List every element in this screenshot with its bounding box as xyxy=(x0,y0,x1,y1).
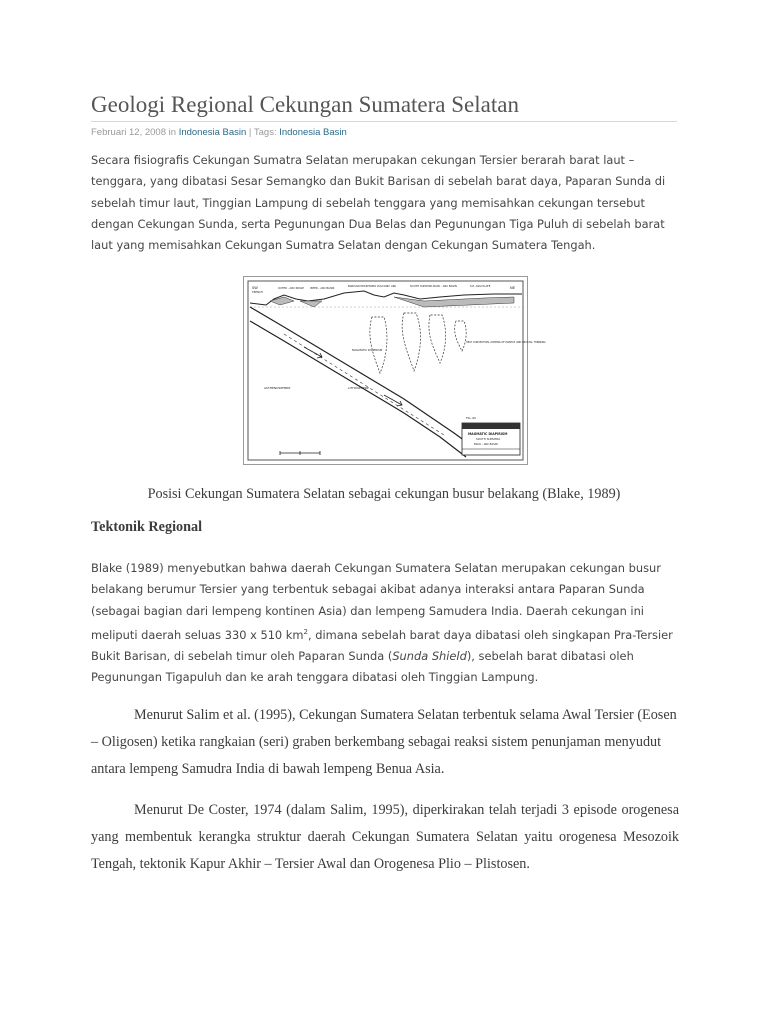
label-asthenosphere: ASTHENOSPHERE xyxy=(264,386,291,390)
label-barisan: BARISAN MOUNTAINS VOLCANIC ARC xyxy=(348,285,397,288)
label-se-asia-plate: S.E. ASIA PLATE xyxy=(470,285,491,288)
legend-header-bar xyxy=(462,423,520,429)
label-trench: TRENCH xyxy=(252,291,263,294)
blake-italic-term: Sunda Shield xyxy=(392,648,467,663)
category-link[interactable]: Indonesia Basin xyxy=(178,127,247,138)
coster-paragraph: Menurut De Coster, 1974 (dalam Salim, 1995), diperkirakan telah terjadi 3 episode orogenesa yang membentuk kerangka struktur daerah Cekungan Sumatera Selatan yaitu orogenesa Mesozoik Tengah, tektonik Kapur Akhir – Tersier Awal dan Orogenesa Plio – Plistosen. xyxy=(91,802,679,872)
blake-paragraph xyxy=(91,558,683,689)
blake-text-3: ), sebelah barat dibatasi oleh Pegunungan Tigapuluh dan ke arah tenggara dibatasi oleh Tinggian Lampung. xyxy=(91,648,634,685)
label-magmatic-diapirism: MAGMATIC DIAPIRISM xyxy=(352,348,383,352)
blake-text-2: , dimana sebelah barat daya dibatasi oleh singkapan Pra-Tersier Bukit Barisan, di sebelah timur oleh Paparan Sunda ( xyxy=(91,627,673,663)
label-sw: SW xyxy=(252,286,258,290)
diapir-plume-3 xyxy=(429,315,446,363)
title-divider xyxy=(91,121,677,122)
label-ne: NE xyxy=(510,286,515,290)
legend-sub2: BACK - ARC BASIN xyxy=(474,443,498,446)
blake-superscript: 2 xyxy=(303,627,308,636)
cross-section-diagram xyxy=(244,277,546,464)
diapir-plume-4 xyxy=(455,321,466,351)
post-meta xyxy=(91,127,347,138)
label-lithosphere: LITHOSPHERE xyxy=(348,386,369,390)
diapir-plume-1 xyxy=(370,317,387,373)
label-outer-arc-ridge: OUTER - ARC RIDGE xyxy=(278,287,304,290)
section-heading: Tektonik Regional xyxy=(91,519,203,535)
article-title: Geologi Regional Cekungan Sumatera Selatan xyxy=(91,92,519,117)
label-fig-no: FIG. 60 xyxy=(466,416,476,420)
legend-sub: SOUTH SUMATRA xyxy=(476,437,501,441)
label-inter-arc-basin: INTER - ARC BASIN xyxy=(310,287,335,290)
post-date: Februari 12, 2008 xyxy=(91,127,166,138)
meta-in-label: in xyxy=(166,127,179,138)
label-heat-convection: HEAT CONVECTION, DOMING OF MANTLE AND CRUSTAL THINNING xyxy=(466,341,546,344)
label-south-sumatra: SOUTH SUMATRA BACK - ARC BASIN xyxy=(410,285,457,288)
salim-paragraph: Menurut Salim et al. (1995), Cekungan Sumatera Selatan terbentuk selama Awal Tersier (Eosen – Oligosen) ketika rangkaian (seri) graben berkembang sebagai reaksi sistem penunjaman menyudut antara lempeng Samudra India di bawah lempeng Benua Asia. xyxy=(91,707,677,777)
intro-paragraph: Secara fisiografis Cekungan Sumatra Selatan merupakan cekungan Tersier berarah barat laut – tenggara, yang dibatasi Sesar Semangko dan Bukit Barisan di sebelah barat daya, Paparan Sunda di sebelah timur laut, Tinggian Lampung di sebelah tenggara yang memisahkan cekungan tersebut dengan Cekungan Sunda, serta Pegunungan Dua Belas dan Pegunungan Tiga Puluh di sebelah barat laut yang memisahkan Cekungan Sumatra Selatan dengan Cekungan Sumatera Tengah. xyxy=(91,153,666,253)
slab-top xyxy=(250,307,484,455)
figure-caption: Posisi Cekungan Sumatera Selatan sebagai cekungan busur belakang (Blake, 1989) xyxy=(147,486,621,502)
tag-link[interactable]: Indonesia Basin xyxy=(279,127,347,138)
meta-tags-label: | Tags: xyxy=(246,127,280,138)
legend-title: MAGMATIC DIAPIRISM xyxy=(468,432,508,436)
sediment-fill xyxy=(270,297,514,307)
figure-diagram xyxy=(243,276,546,465)
blake-text-1: Blake (1989) menyebutkan bahwa daerah Cekungan Sumatera Selatan merupakan cekungan busur belakang berumur Tersier yang terbentuk sebagai akibat adanya interaksi antara Paparan Sunda (sebagai bagian dari lempeng kontinen Asia) dan lempeng Samudera India. Daerah cekungan ini meliputi daerah seluas 330 x 510 km xyxy=(91,561,661,642)
diapir-plume-2 xyxy=(402,313,420,371)
